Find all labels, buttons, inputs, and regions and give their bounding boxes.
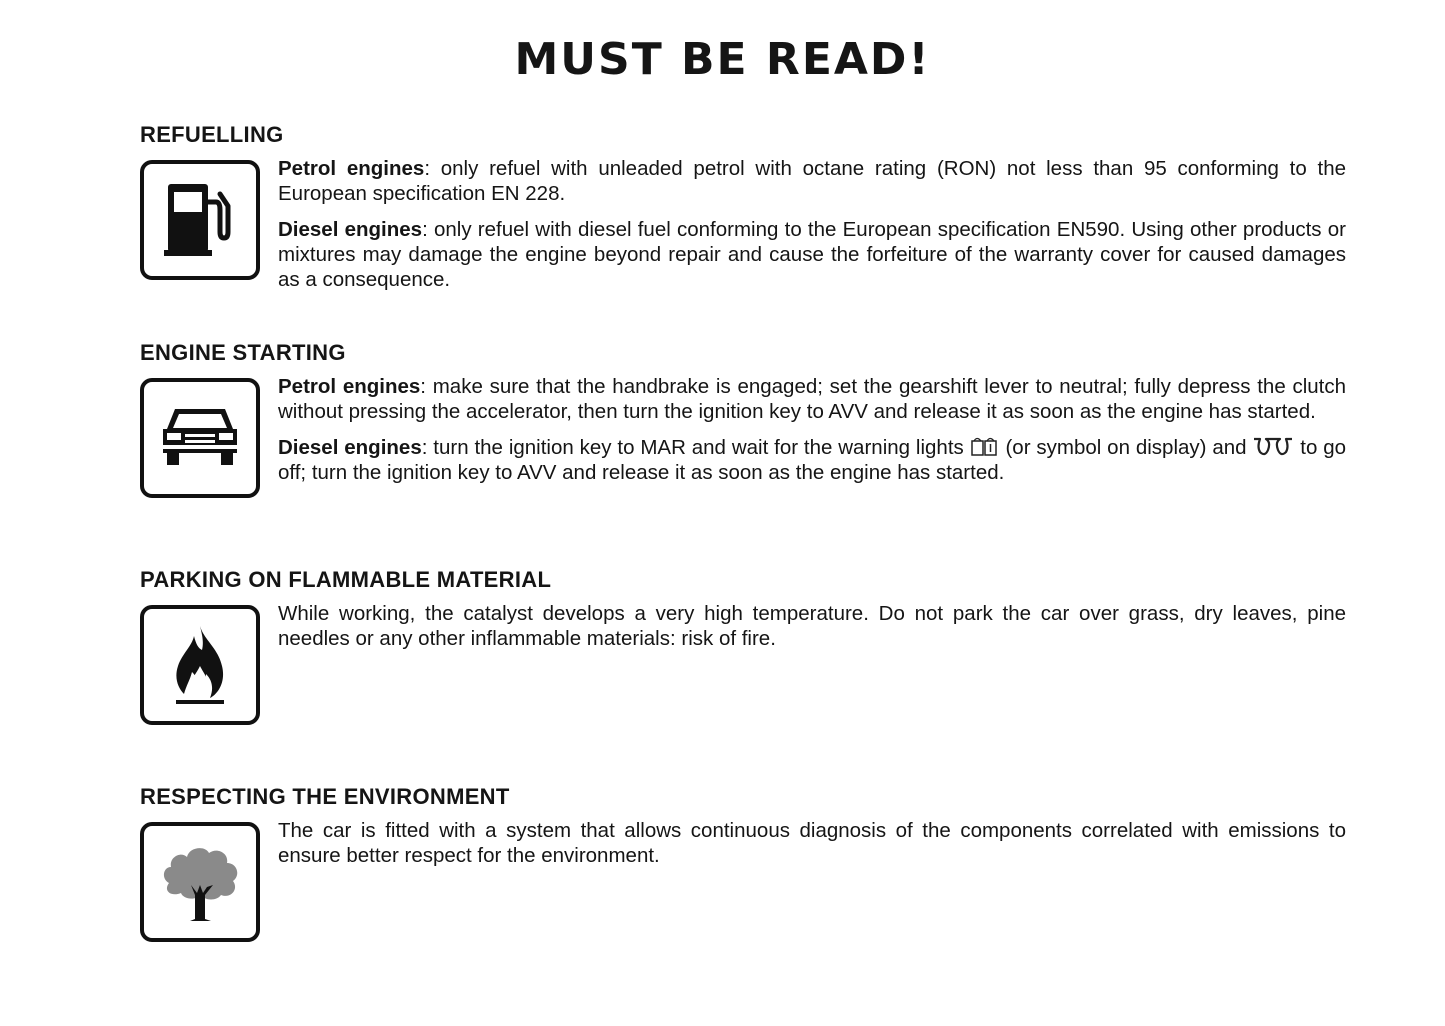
car-front-icon — [157, 403, 243, 473]
para-text: to go off; turn the ignition key to AVV and release it as soon as the engine has started. — [278, 436, 1347, 484]
flame-icon — [170, 622, 230, 708]
icon-frame — [140, 605, 260, 725]
para-text: : make sure that the handbrake is engaged; set the gearshift lever to neutral; fully depress the clutch without pressing the accelerator, then turn the ignition key to AVV and release it as soon as the engine has started. — [278, 375, 1346, 423]
para-lead: Diesel engines — [278, 218, 423, 241]
para-text: : turn the ignition key to MAR and wait for the warning lights — [421, 436, 970, 459]
fuel-cutoff-warning-icon — [970, 435, 1000, 457]
section-heading: PARKING ON FLAMMABLE MATERIAL — [140, 567, 552, 592]
icon-frame — [140, 822, 260, 942]
paragraph-diesel — [278, 435, 1346, 485]
icon-frame — [140, 160, 260, 280]
para-text: : only refuel with diesel fuel conforming to the European specification EN590. Using other products or mixtures may damage the engine beyond repair and cause the forfeiture of the warranty cover for caused damages as a consequence. — [278, 218, 1346, 291]
section-body — [278, 818, 1346, 879]
para-text: (or symbol on display) and — [999, 436, 1253, 459]
section-heading: RESPECTING THE ENVIRONMENT — [140, 784, 510, 809]
page-title: MUST BE READ! — [514, 34, 931, 85]
fuel-pump-icon — [160, 180, 240, 260]
glow-plug-warning-icon — [1252, 435, 1294, 457]
tree-icon — [157, 839, 243, 925]
paragraph-petrol — [278, 374, 1346, 424]
paragraph-diesel — [278, 217, 1346, 292]
paragraph-catalyst: While working, the catalyst develops a very high temperature. Do not park the car over grass, dry leaves, pine needles or any other inflammable materials: risk of fire. — [278, 602, 1346, 650]
para-lead: Diesel engines — [278, 436, 422, 459]
para-lead: Petrol engines — [278, 157, 425, 180]
section-heading: REFUELLING — [140, 122, 284, 147]
section-heading: ENGINE STARTING — [140, 340, 346, 365]
icon-frame — [140, 378, 260, 498]
para-text: : only refuel with unleaded petrol with octane rating (RON) not less than 95 conforming to the European specification EN 228. — [278, 157, 1346, 205]
paragraph-diagnosis: The car is fitted with a system that allows continuous diagnosis of the components correlated with emissions to ensure better respect for the environment. — [278, 819, 1346, 867]
section-body — [278, 156, 1346, 303]
section-body — [278, 374, 1346, 496]
section-body — [278, 601, 1346, 662]
paragraph-petrol — [278, 156, 1346, 206]
para-lead: Petrol engines — [278, 375, 421, 398]
